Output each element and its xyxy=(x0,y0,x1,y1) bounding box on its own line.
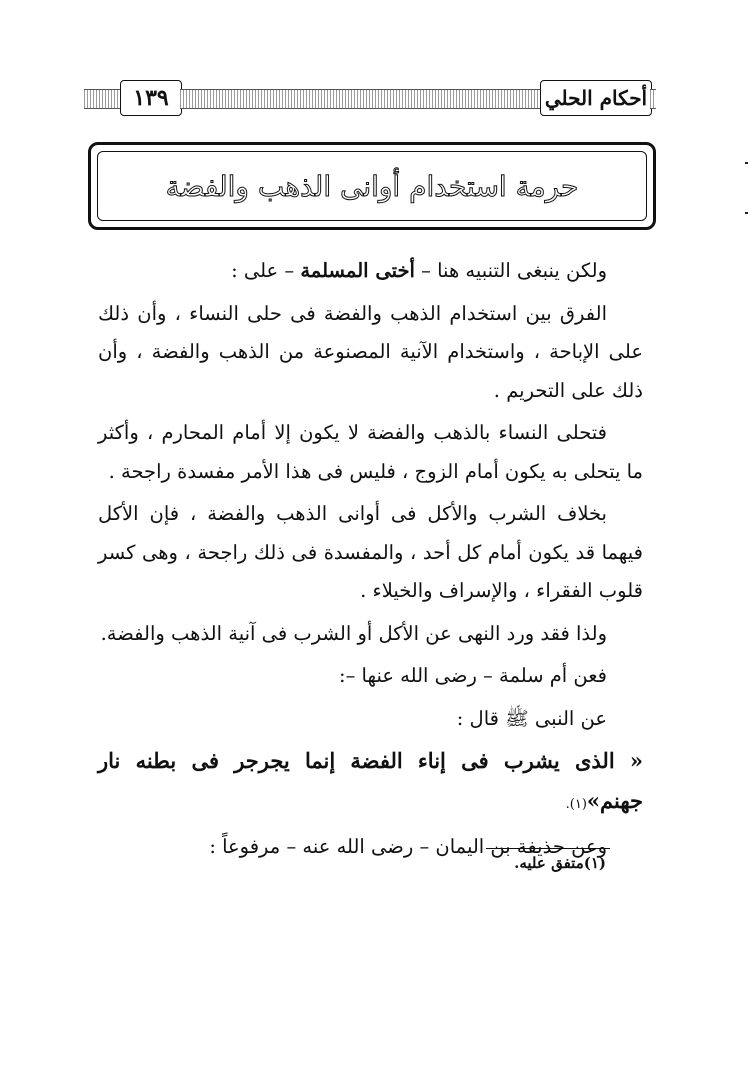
page-header xyxy=(84,80,656,116)
header-ornament-left xyxy=(84,89,120,109)
intro-text-end: – على : xyxy=(231,259,301,282)
footnote-divider xyxy=(486,848,610,849)
section-title-frame xyxy=(88,142,656,230)
paragraph-adornment: فتحلى النساء بالذهب والفضة لا يكون إلا أمام المحارم ، وأكثر ما يتحلى به يكون أمام الزوج ، فليس فى هذا الأمر مفسدة راجحة . xyxy=(98,421,643,483)
section-title-inner-frame xyxy=(97,151,647,221)
intro-emphasis: أختى المسلمة xyxy=(300,259,415,282)
hadith-text xyxy=(98,742,643,824)
page-number: ١٣٩ xyxy=(120,80,182,116)
paragraph-prophet: عن النبى ﷺ قال : xyxy=(456,706,607,730)
body-text xyxy=(98,252,643,867)
header-ornament-right xyxy=(650,89,656,109)
intro-text: ولكن ينبغى التنبيه هنا – xyxy=(414,259,607,282)
paragraph-hudhayfa: وعن حذيفة بن اليمان – رضى الله عنه – مرفوعاً : xyxy=(209,835,607,858)
book-title: أحكام الحلي xyxy=(540,80,652,116)
paragraph-difference: الفرق بين استخدام الذهب والفضة فى حلى النساء ، وأن ذلك على الإباحة ، واستخدام الآنية المصنوعة من الذهب والفضة ، وأن ذلك على التحريم . xyxy=(98,301,643,402)
paragraph-narrator: فعن أم سلمة – رضى الله عنها –: xyxy=(339,664,607,687)
footnote-reference: (١). xyxy=(565,796,587,812)
footnote: (١)متفق عليه. xyxy=(514,854,606,872)
paragraph-intro xyxy=(98,252,643,291)
paragraph-prohibition: ولذا فقد ورد النهى عن الأكل أو الشرب فى آنية الذهب والفضة. xyxy=(100,621,607,645)
paragraph-vessels: بخلاف الشرب والأكل فى أوانى الذهب والفضة ، فإن الأكل فيهما قد يكون أمام كل أحد ، والمفسدة فى ذلك راجحة ، وهى كسر قلوب الفقراء ، والإسراف والخيلاء . xyxy=(98,502,643,602)
hadith-quote: « الذى يشرب فى إناء الفضة إنما يجرجر فى بطنه نار جهنم» xyxy=(98,748,643,813)
header-ornament-middle xyxy=(180,89,540,109)
section-title: حرمة استخدام أوانى الذهب والفضة xyxy=(165,169,579,203)
